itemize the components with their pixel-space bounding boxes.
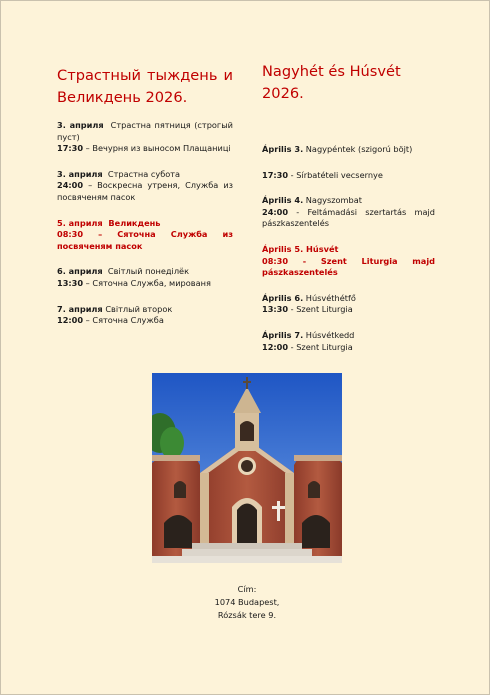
entry-time: 12:00 <box>57 315 84 326</box>
rusyn-entry-good-friday <box>57 120 233 155</box>
entry-title: Húsvéthétfő <box>305 292 356 303</box>
hungarian-entry-easter <box>262 244 435 279</box>
rusyn-title: Страстный тыждень и Великдень 2026. <box>57 67 233 106</box>
hungarian-schedule <box>262 61 435 353</box>
entry-text: - Szent Liturgia <box>290 304 353 315</box>
entry-date: Április 5. <box>262 243 304 254</box>
entry-text: – Сяточна Служба <box>85 315 164 326</box>
entry-text: – Воскресна утреня, Служба из посвяченям пасок <box>57 180 234 202</box>
entry-text: – Сяточна Служба, мированя <box>85 277 211 288</box>
entry-date: 3. априля <box>57 120 104 130</box>
entry-title: Húsvétkedd <box>305 329 355 340</box>
entry-text: - Szent Liturgia majd pászkaszentelés <box>262 255 435 278</box>
rusyn-entry-easter-monday <box>57 266 233 289</box>
entry-date: Április 6. <box>262 292 304 303</box>
hungarian-entry-easter-monday <box>262 293 435 316</box>
entry-date: Április 4. <box>262 195 304 206</box>
entry-title: Nagypéntek (szigorú böjt) <box>305 144 413 154</box>
hungarian-entry-easter-tuesday <box>262 330 435 353</box>
entry-date: 7. априля <box>57 303 103 314</box>
entry-time: 13:30 <box>262 304 289 315</box>
entry-date: 3. априля <box>57 168 103 179</box>
entry-title: Страстна пятниця (строгый пуст) <box>57 120 233 142</box>
entry-time: 17:30 <box>262 169 289 180</box>
entry-title: Страстна субота <box>107 168 181 179</box>
entry-date: 5. априля <box>57 217 103 228</box>
rusyn-entry-easter <box>57 218 233 253</box>
entry-text: – Сяточна Служба из посвяченям пасок <box>57 229 233 251</box>
hungarian-entry-vespers <box>262 170 435 182</box>
hungarian-title: Nagyhét és Húsvét 2026. <box>262 63 401 102</box>
entry-text: - Feltámadási szertartás majd pászkaszentelés <box>262 206 435 229</box>
entry-title: Великдень <box>108 217 161 228</box>
entry-title: Nagyszombat <box>305 195 362 206</box>
rusyn-entry-easter-tuesday <box>57 304 233 327</box>
hungarian-entry-good-friday <box>262 144 435 156</box>
entry-title: Світлый второк <box>105 303 173 314</box>
address-line-city: 1074 Budapest, <box>214 597 280 607</box>
entry-title: Húsvét <box>306 243 339 254</box>
entry-time: 13:30 <box>57 277 84 288</box>
entry-title: Світлый понеділёк <box>107 266 190 277</box>
rusyn-schedule <box>57 65 233 327</box>
rusyn-entry-holy-saturday <box>57 169 233 204</box>
entry-time: 24:00 <box>57 180 84 191</box>
entry-time: 17:30 <box>57 143 84 154</box>
church-photo <box>152 373 342 563</box>
entry-time: 24:00 <box>262 206 289 217</box>
entry-time: 08:30 <box>57 229 84 240</box>
address-block <box>1 583 492 622</box>
entry-date: Április 7. <box>262 329 304 340</box>
entry-time: 08:30 <box>262 255 289 266</box>
entry-date: 6. априля <box>57 266 103 277</box>
entry-time: 12:00 <box>262 341 289 352</box>
address-line-street: Rózsák tere 9. <box>217 610 277 620</box>
hungarian-entry-holy-saturday <box>262 195 435 230</box>
entry-text: – Вечурня из выносом Плащаниці <box>85 143 231 154</box>
entry-text: - Sírbatételi vecsernye <box>290 169 383 180</box>
entry-text: - Szent Liturgia <box>290 341 353 352</box>
entry-date: Április 3. <box>262 144 304 154</box>
address-label: Cím: <box>237 584 257 594</box>
